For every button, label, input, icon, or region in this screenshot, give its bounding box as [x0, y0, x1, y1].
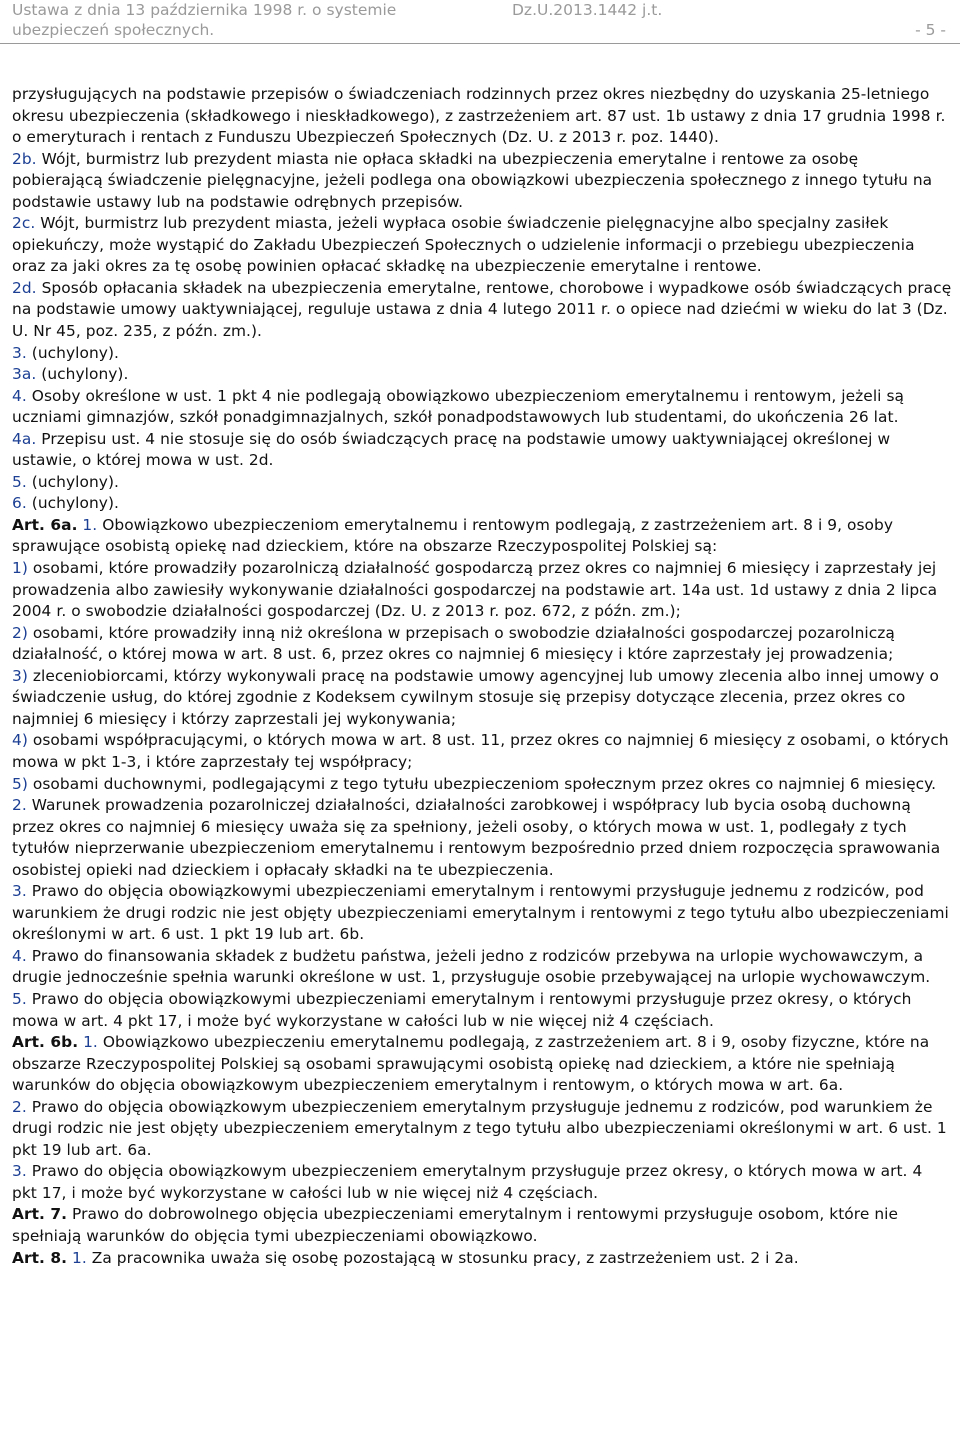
paragraph-marker: 4. [12, 386, 27, 405]
paragraph-p23 [12, 1204, 952, 1247]
paragraph-text: Sposób opłacania składek na ubezpieczenia emerytalne, rentowe, chorobowe i wypadkowe osób świadczących pracę na podstawie umowy uaktywniającej, reguluje ustawa z dnia 4 lutego 2011 r. o opiece nad dziećmi w wieku do lat 3 (Dz. U. Nr 45, poz. 235, z późn. zm.). [12, 278, 952, 341]
paragraph-text: (uchylony). [26, 472, 119, 491]
paragraph-p3 [12, 278, 952, 343]
header-title-line-2: ubezpieczeń społecznych. [12, 21, 215, 39]
paragraph-marker: 5) [12, 774, 28, 793]
paragraph-p12 [12, 623, 952, 666]
paragraph-text: osobami, które prowadziły pozarolniczą działalność gospodarczą przez okres co najmniej 6 miesięcy i zaprzestały jej prowadzenia albo zawiesiły wykonywanie działalności gospodarczej na podstawie art. 14a ust. 1d ustawy z dnia 2 lipca 2004 r. o swobodzie działalności gospodarczej (Dz. U. z 2013 r. poz. 672, z późn. zm.); [12, 559, 938, 621]
header-divider [0, 43, 960, 44]
paragraph-text: (uchylony). [26, 343, 119, 362]
paragraph-p13 [12, 666, 952, 731]
paragraph-text: Przepisu ust. 4 nie stosuje się do osób świadczących pracę na podstawie umowy uaktywniającej określonej w ustawie, o której mowa w ust. 2d. [12, 429, 891, 470]
paragraph-p18 [12, 946, 952, 989]
paragraph-p22 [12, 1161, 952, 1204]
paragraph-marker: 1. [67, 1248, 87, 1267]
paragraph-text: Osoby określone w ust. 1 pkt 4 nie podlegają obowiązkowo ubezpieczeniom emerytalnemu i rentowym, jeżeli są uczniami gimnazjów, szkół ponadgimnazjalnych, szkół ponadpodstawowych lub studentami, do ukończenia 26 lat. [12, 386, 905, 427]
paragraph-text: Prawo do finansowania składek z budżetu państwa, jeżeli jedno z rodziców przebywa na urlopie wychowawczym, a drugie jednocześnie spełnia warunki określone w ust. 1, przysługuje osobie przebywającej na urlopie wychowawczym. [12, 946, 931, 987]
paragraph-p0 [12, 84, 952, 149]
article-label: Art. 6a. [12, 515, 78, 534]
paragraph-marker: 2. [12, 1097, 27, 1116]
paragraph-text: Prawo do objęcia obowiązkowymi ubezpieczeniami emerytalnym i rentowymi przysługuje przez okresy, o których mowa w art. 4 pkt 17, i może być wykorzystane w całości lub w nie więcej niż 4 częściach. [12, 989, 912, 1030]
paragraph-marker: 4a. [12, 429, 37, 448]
paragraph-marker: 2) [12, 623, 28, 642]
paragraph-text: zleceniobiorcami, którzy wykonywali pracę na podstawie umowy agencyjnej lub umowy zlecenia albo innej umowy o świadczenie usług, do której zgodnie z Kodeksem cywilnym stosuje się przepisy dotyczące zlecenia, przez okres co najmniej 6 miesięcy i którzy zaprzestali jej wykonywania; [12, 666, 940, 728]
paragraph-marker: 1) [12, 559, 28, 578]
document-header [0, 0, 960, 44]
paragraph-p11 [12, 558, 952, 623]
paragraph-text: osobami duchownymi, podlegającymi z tego tytułu ubezpieczeniom społecznym przez okres co najmniej 6 miesięcy. [27, 774, 937, 793]
paragraph-text: Obowiązkowo ubezpieczeniu emerytalnemu podlegają, z zastrzeżeniem art. 8 i 9, osoby fizyczne, które na obszarze Rzeczypospolitej Polskiej są osobami sprawującymi osobistą opiekę nad dzieckiem, a które nie spełniają warunków do objęcia obowiązkowym ubezpieczeniem emerytalnym i rentowym, o których mowa w art. 6a. [12, 1033, 930, 1095]
paragraph-p21 [12, 1097, 952, 1162]
paragraph-marker: 6. [12, 494, 27, 513]
paragraph-p9 [12, 493, 952, 515]
header-journal-reference: Dz.U.2013.1442 j.t. [512, 1, 663, 19]
paragraph-text: Prawo do objęcia obowiązkowym ubezpieczeniem emerytalnym przysługuje przez okresy, o których mowa w art. 4 pkt 17, i może być wykorzystane w całości lub w nie więcej niż 4 częściach. [12, 1162, 923, 1202]
paragraph-text: osobami, które prowadziły inną niż określona w przepisach o swobodzie działalności gospodarczej pozarolniczą działalność, o której mowa w art. 8 ust. 6, przez okres co najmniej 6 miesięcy i które zaprzestały jej prowadzenia; [12, 623, 895, 664]
paragraph-text: Wójt, burmistrz lub prezydent miasta nie opłaca składki na ubezpieczenia emerytalne i rentowe za osobę pobierającą świadczenie pielęgnacyjne, jeżeli podlega ona obowiązkowi ubezpieczenia społecznego z innego tytułu na podstawie ustawy lub na podstawie odrębnych przepisów. [12, 149, 933, 211]
article-label: Art. 7. [12, 1205, 68, 1224]
paragraph-text: Prawo do objęcia obowiązkowymi ubezpieczeniami emerytalnym i rentowymi przysługuje jednemu z rodziców, pod warunkiem że drugi rodzic nie jest objęty ubezpieczeniami emerytalnym i rentowymi z tego tytułu albo ubezpieczeniami określonymi w art. 6 ust. 1 pkt 19 lub art. 6b. [12, 882, 949, 944]
article-label: Art. 6b. [12, 1033, 79, 1052]
paragraph-text: Za pracownika uważa się osobę pozostającą w stosunku pracy, z zastrzeżeniem ust. 2 i 2a. [86, 1248, 799, 1267]
paragraph-text: (uchylony). [36, 365, 129, 384]
paragraph-text: osobami współpracującymi, o których mowa w art. 8 ust. 11, przez okres co najmniej 6 miesięcy z osobami, o których mowa w pkt 1-3, i które zaprzestały tej współpracy; [12, 731, 949, 771]
paragraph-text: przysługujących na podstawie przepisów o świadczeniach rodzinnych przez okres niezbędny do uzyskania 25-letniego okresu ubezpieczenia (składkowego i nieskładkowego), z zastrzeżeniem art. 87 ust. 1b ustawy z dnia 17 grudnia 1998 r. o emeryturach i rentach z Funduszu Ubezpieczeń Społecznych (Dz. U. z 2013 r. poz. 1440). [12, 85, 946, 147]
paragraph-p2 [12, 213, 952, 278]
paragraph-marker: 2c. [12, 214, 36, 233]
paragraph-marker: 2d. [12, 278, 37, 297]
paragraph-text: Obowiązkowo ubezpieczeniom emerytalnemu i rentowym podlegają, z zastrzeżeniem art. 8 i 9, osoby sprawujące osobistą opiekę nad dzieckiem, które na obszarze Rzeczypospolitej Polskiej są: [12, 515, 894, 556]
paragraph-text: Prawo do dobrowolnego objęcia ubezpieczeniami emerytalnym i rentowymi przysługuje osobom, które nie spełniają warunków do objęcia tymi ubezpieczeniami obowiązkowo. [12, 1205, 898, 1245]
paragraph-p7 [12, 429, 952, 472]
article-label: Art. 8. [12, 1248, 68, 1267]
paragraph-p1 [12, 149, 952, 214]
paragraph-p24 [12, 1248, 952, 1270]
paragraph-p15 [12, 774, 952, 796]
paragraph-text: (uchylony). [26, 494, 119, 513]
paragraph-p16 [12, 795, 952, 881]
paragraph-p19 [12, 989, 952, 1032]
document-body [12, 84, 952, 1269]
paragraph-marker: 2b. [12, 149, 37, 168]
paragraph-p8 [12, 472, 952, 494]
paragraph-p5 [12, 364, 952, 386]
paragraph-text: Prawo do objęcia obowiązkowym ubezpieczeniem emerytalnym przysługuje jednemu z rodziców, pod warunkiem że drugi rodzic nie jest objęty ubezpieczeniem emerytalnym z tego tytułu albo ubezpieczeniami określonymi w art. 6 ust. 1 pkt 19 lub art. 6a. [12, 1097, 947, 1159]
header-page-number: - 5 - [915, 21, 946, 39]
paragraph-p20 [12, 1032, 952, 1097]
paragraph-marker: 3a. [12, 365, 37, 384]
paragraph-marker: 1. [77, 515, 98, 534]
paragraph-marker: 4. [12, 946, 27, 965]
paragraph-text: Warunek prowadzenia pozarolniczej działalności, działalności zarobkowej i współpracy lub bycia osobą duchowną przez okres co najmniej 6 miesięcy uważa się za spełniony, jeżeli osoby, o których mowa w ust. 1, podlegały z tych tytułów nieprzerwanie ubezpieczeniom emerytalnemu i rentowym bezpośrednio przed dniem rozpoczęcia sprawowania osobistej opieki nad dzieckiem i opłacały składki na te ubezpieczenia. [12, 796, 941, 879]
header-title-line-1: Ustawa z dnia 13 października 1998 r. o systemie [12, 1, 397, 19]
paragraph-p10 [12, 515, 952, 558]
paragraph-marker: 5. [12, 989, 27, 1008]
paragraph-marker: 2. [12, 796, 27, 815]
paragraph-marker: 5. [12, 472, 27, 491]
paragraph-marker: 3. [12, 343, 27, 362]
paragraph-marker: 3. [12, 882, 27, 901]
paragraph-marker: 1. [78, 1033, 98, 1052]
paragraph-p17 [12, 881, 952, 946]
paragraph-p4 [12, 343, 952, 365]
paragraph-marker: 3. [12, 1162, 27, 1181]
paragraph-p14 [12, 730, 952, 773]
paragraph-marker: 3) [12, 666, 28, 685]
paragraph-p6 [12, 386, 952, 429]
paragraph-text: Wójt, burmistrz lub prezydent miasta, jeżeli wypłaca osobie świadczenie pielęgnacyjne albo specjalny zasiłek opiekuńczy, może wystąpić do Zakładu Ubezpieczeń Społecznych o udzielenie informacji o przebiegu ubezpieczenia oraz za jaki okres za tę osobę powinien opłacać składkę na ubezpieczenie emerytalne i rentowe. [12, 214, 915, 276]
paragraph-marker: 4) [12, 731, 28, 750]
